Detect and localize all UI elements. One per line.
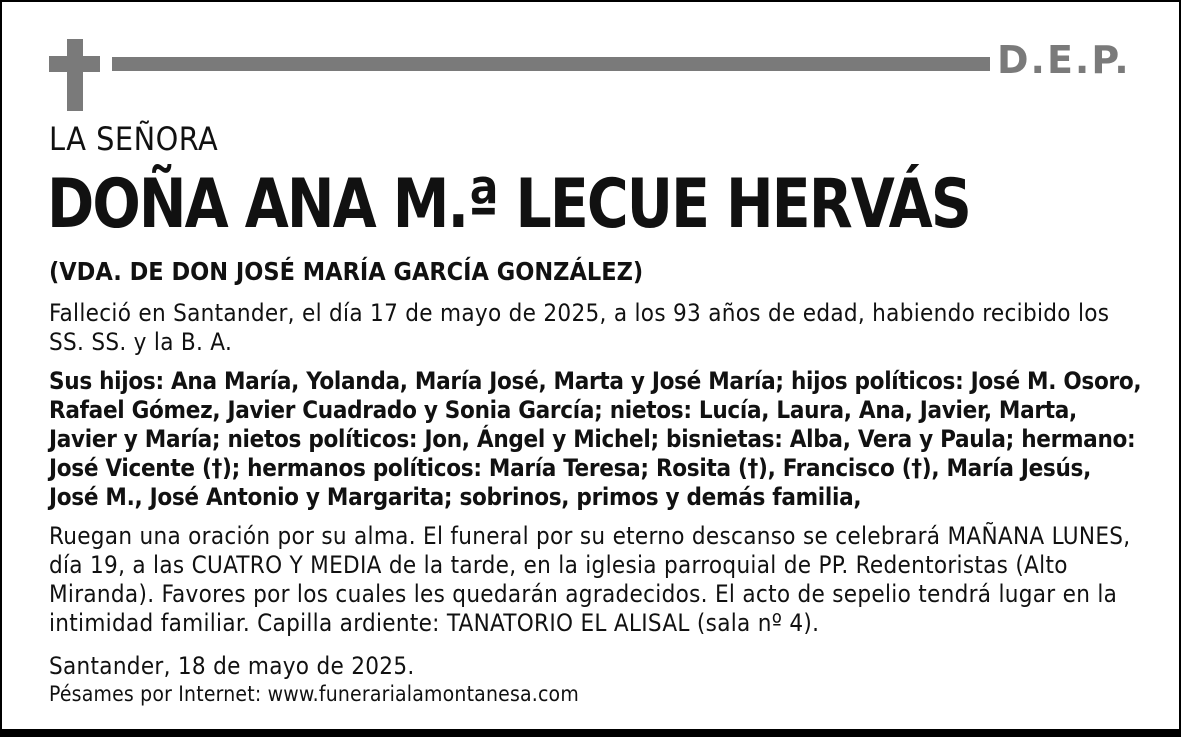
title-prefix: LA SEÑORA (49, 120, 219, 158)
condolences-line: Pésames por Internet: www.funerarialamontanesa.com (49, 682, 579, 706)
cross-horizontal-bar (49, 56, 100, 72)
cross-vertical-bar (67, 39, 83, 111)
widow-of: (VDA. DE DON JOSÉ MARÍA GARCÍA GONZÁLEZ) (49, 257, 644, 286)
place-date: Santander, 18 de mayo de 2025. (49, 652, 415, 680)
header-rule (112, 57, 990, 71)
funeral-paragraph: Ruegan una oración por su alma. El funeral por su eterno descanso se celebrará MAÑANA LUNES, día 19, a las CUATRO Y MEDIA de la tarde, en la iglesia parroquial de PP. Redentoristas (Alto Miranda). Favores por los cuales les quedarán agradecidos. El acto de sepelio tendrá lugar en la intimidad familiar. Capilla ardiente: TANATORIO EL ALISAL (sala nº 4). (49, 522, 1131, 637)
family-paragraph: Sus hijos: Ana María, Yolanda, María José, Marta y José María; hijos políticos: José M. Osoro, Rafael Gómez, Javier Cuadrado y Sonia García; nietos: Lucía, Laura, Ana, Javier, Marta, Javier y María; nietos políticos: Jon, Ángel y Michel; bisnietas: Alba, Vera y Paula; hermano: José Vicente (†); hermanos políticos: María Teresa; Rosita (†), Francisco (†), María Jesús, José M., José Antonio y Margarita; sobrinos, primos y demás familia, (49, 367, 1142, 511)
dep-label: D.E.P. (997, 38, 1131, 82)
deceased-name: DOÑA ANA M.ª LECUE HERVÁS (47, 165, 970, 244)
death-paragraph: Falleció en Santander, el día 17 de mayo de 2025, a los 93 años de edad, habiendo recibido los SS. SS. y la B. A. (49, 299, 1110, 356)
